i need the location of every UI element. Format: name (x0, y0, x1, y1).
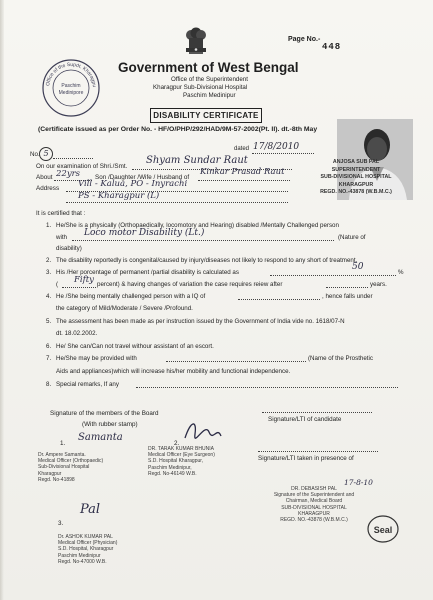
member-1-stamp: Dr. Ampere Samanta. Medical Officer (Orthopaedic) Sub-Divisional Hospital Kharagpur Regd. No-41898 (38, 452, 104, 483)
address-line-2: PS - Kharagpur (L) (78, 191, 160, 201)
list-item: 8. Special remarks, If any (46, 381, 119, 388)
list-item: 6. He/ She can/Can not travel withour assistant of an escort. (46, 343, 214, 350)
state-emblem-icon (183, 22, 209, 56)
member-1-number: 1. (60, 440, 66, 447)
superintendent-stamp: ANJOSA SUB PAL SUPERINTENDENT SUB-DIVISIONAL HOSPITAL KHARAGPUR REGD. NO.-43878 (W.B.M.C.) (320, 159, 392, 195)
list-item-cont: years. (370, 281, 387, 288)
list-item-cont: , hence falls under (322, 293, 373, 300)
presence-signature-date: 17-8-10 (344, 478, 373, 487)
hospital-seal-icon (366, 514, 400, 544)
list-item-cont: % (398, 269, 404, 276)
list-item: 5. The assessment has been made as per instruction issued by the Government of India vide no. 1618/07-N (46, 318, 345, 325)
disability-nature: Loco motor Disability (Lt.) (84, 228, 205, 238)
scan-edge (0, 0, 4, 600)
list-item: 4. He /She being mentally challenged person with a IQ of (46, 293, 206, 300)
address-line-1: Vill - Kalua, PO - Inyrachi (78, 179, 188, 189)
guardian-name: Kinkar Prasad Raut (200, 167, 285, 177)
list-item: 3. His /Her porcentage of permanent /partial disability is calculated as (46, 269, 239, 276)
exam-label: On our examination of Shri./Smt. (36, 163, 128, 170)
dated-value: 17/8/2010 (253, 142, 300, 152)
list-item-cont: disability) (56, 245, 82, 252)
list-item-cont: with (56, 234, 68, 241)
member-2-signature-scribble-icon (183, 416, 223, 444)
member-3-stamp: Dr. ASHOK KUMAR PAL Medical Officer (Physician) S.D. Hospital, Kharagpur Paschim Medinipur Regd. No-47000 W.B. (58, 534, 118, 565)
district-line: Paschim Medinipur (183, 92, 236, 99)
page-number-value: 448 (322, 42, 342, 52)
list-item-cont: percent) & having changes of variation the case requires reiew after (97, 281, 283, 288)
svg-text:Paschim: Paschim (61, 83, 81, 89)
office-round-seal-icon (41, 58, 101, 118)
address-label: Address (36, 185, 60, 192)
about-label: About (36, 174, 53, 181)
candidate-signature-heading: Signature/LTI of candidate (268, 416, 342, 423)
disability-percent-words: Fifty (74, 275, 94, 285)
disability-percent: 50 (352, 262, 364, 272)
board-signature-heading: Signature of the members of the Board (50, 410, 159, 417)
list-item-cont: ( (56, 281, 59, 288)
board-signature-sub: (With rubber stamp) (82, 421, 138, 428)
list-item-cont: Aids and appliances)which will increase his/her mobility and functional independence. (56, 368, 291, 375)
chairman-stamp: DR. DEBASISH PAL Signature of the Superintendent and Chairman, Medical Board SUB-DIVISIONAL HOSPITAL KHARAGPUR REGD. NO.-43878 (W.B.M.C.) (273, 486, 355, 524)
hospital-line: Kharagpur Sub-Divisional Hospital (153, 84, 248, 91)
relation-label: Son /Daughter /Wife / Husband of (95, 174, 190, 181)
page-number-label: Page No.- (288, 36, 321, 43)
certificate-title: DISABILITY CERTIFICATE (150, 108, 262, 123)
member-3-number: 3. (58, 520, 64, 527)
list-item-cont: (Name of the Prosthetic (308, 355, 373, 362)
list-item-cont: the category of Mild/Moderate / Severe /Profound. (56, 305, 193, 312)
candidate-age: 22yrs (56, 169, 81, 179)
serial-label: No. (30, 151, 40, 158)
office-line: Office of the Superintendent (171, 76, 248, 83)
list-item: 2. The disability reportedly is congenital/caused by injury/diseases not likely to respond to any short of treatment. (46, 257, 358, 264)
member-3-signature: Pal (80, 502, 101, 517)
order-reference: (Certificate issued as per Order No. - HF/O/PHP/292/HAD/9M-57-2002(Pt. II). dt.-8th May (38, 126, 318, 133)
svg-text:Medinipore: Medinipore (58, 90, 84, 96)
dated-label: dated (234, 146, 250, 152)
member-2-stamp: DR. TARAK KUMAR BHUNIA Medical Officer (Eye Surgeon) S.D. Hospital Kharagpur, Paschim Medinipur, Regd. No-46149 W.B. (148, 446, 215, 477)
list-item: 7. He/She may be provided with (46, 355, 137, 362)
svg-text:Seal: Seal (373, 525, 393, 535)
certified-heading: It is certified that : (36, 210, 86, 217)
page-title: Government of West Bengal (118, 60, 299, 75)
svg-text:Office of the Supdt. Kharagpur: Office of the Supdt. Kharagpu (45, 61, 98, 88)
list-item-cont: (Nature of (338, 234, 366, 241)
member-1-signature: Samanta (78, 432, 123, 443)
candidate-name: Shyam Sundar Raut (146, 155, 248, 166)
list-item-cont: dt. 18.02.2002. (56, 330, 98, 337)
member-2-number: 2. (174, 440, 180, 447)
presence-heading: Signature/LTI taken in presence of (258, 455, 354, 462)
list-item: 1. He/She is a physically (Orthopaedically, locomotory and Hearing) disabled /Mentally Challenged person (46, 222, 339, 229)
serial-number: 5 (39, 147, 53, 161)
